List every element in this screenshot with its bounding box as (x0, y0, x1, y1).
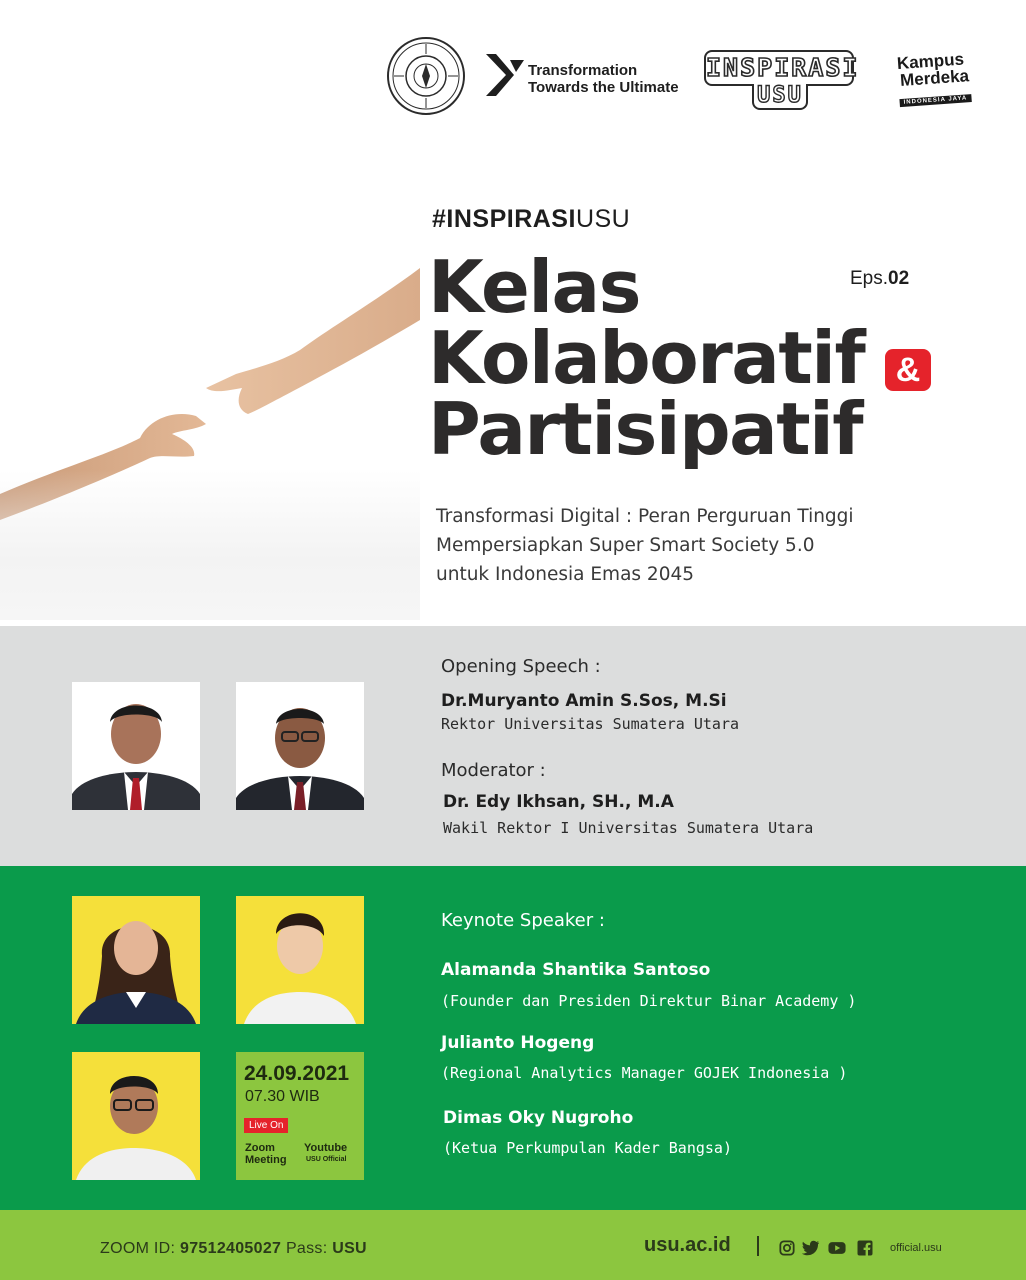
youtube-label: Youtube (304, 1142, 348, 1154)
hashtag-bold: #INSPIRASI (432, 205, 576, 233)
ampersand-badge: & (885, 349, 931, 391)
kampus-merdeka-logo (896, 49, 989, 105)
inspirasi-logo-top: INSPIRASI (704, 50, 854, 86)
speaker-photo-1 (72, 896, 200, 1024)
zoom-prefix: ZOOM ID: (100, 1240, 181, 1257)
rektor-photo (72, 682, 200, 810)
event-subtitle (436, 502, 854, 589)
speaker-2-name: Julianto Hogeng (441, 1033, 595, 1053)
episode-label (850, 268, 909, 290)
kampus-merdeka-line3: INDONESIA JAYA (899, 94, 971, 107)
title-line-3: Partisipatif (428, 387, 863, 471)
zoom-meeting-label: Zoom Meeting (245, 1142, 287, 1166)
kampus-merdeka-line1: Kampus (896, 49, 965, 74)
zoom-id: 97512405027 (180, 1240, 282, 1257)
facebook-icon[interactable] (856, 1240, 874, 1256)
opening-section (0, 626, 1026, 866)
speaker-3-role: (Ketua Perkumpulan Kader Bangsa) (443, 1139, 732, 1157)
opening-role: Rektor Universitas Sumatera Utara (441, 715, 740, 733)
header-logos (0, 34, 1026, 124)
speaker-photo-2 (236, 896, 364, 1024)
live-on-badge: Live On (244, 1118, 288, 1133)
hero-fade (0, 470, 420, 620)
speaker-photo-3 (72, 1052, 200, 1180)
subtitle-line-3: untuk Indonesia Emas 2045 (436, 564, 695, 585)
moderator-label: Moderator : (441, 760, 546, 781)
keynote-label: Keynote Speaker : (441, 910, 605, 931)
tagline-line1: Transformation (528, 62, 638, 79)
title-line-1: Kelas (428, 245, 640, 329)
subtitle-line-2: Mempersiapkan Super Smart Society 5.0 (436, 535, 815, 556)
opening-name: Dr.Muryanto Amin S.Sos, M.Si (441, 691, 727, 711)
page-title (428, 245, 865, 471)
moderator-photo (236, 682, 364, 810)
speaker-2-role: (Regional Analytics Manager GOJEK Indonesia ) (441, 1064, 848, 1082)
event-time: 07.30 WIB (245, 1088, 320, 1105)
hashtag-rest: USU (575, 205, 631, 233)
inspirasi-usu-logo (704, 50, 860, 116)
zoom-info (100, 1240, 367, 1258)
twitter-icon[interactable] (802, 1240, 820, 1256)
speaker-1-name: Alamanda Shantika Santoso (441, 960, 711, 980)
keynote-section (0, 866, 1026, 1210)
moderator-name: Dr. Edy Ikhsan, SH., M.A (443, 792, 674, 812)
transformation-logo (484, 50, 684, 100)
footer-bar (0, 1210, 1026, 1280)
event-date: 24.09.2021 (244, 1062, 350, 1085)
youtube-icon[interactable] (828, 1240, 846, 1256)
zoom-pass: USU (332, 1240, 367, 1257)
episode-prefix: Eps. (850, 268, 889, 289)
tagline-line2: Towards the Ultimate (528, 79, 679, 96)
transformation-tagline (528, 62, 679, 96)
pass-prefix: Pass: (281, 1240, 333, 1257)
instagram-icon[interactable] (778, 1240, 796, 1256)
episode-number: 02 (888, 268, 910, 289)
kampus-merdeka-line2: Merdeka (899, 66, 970, 90)
speaker-3-name: Dimas Oky Nugroho (443, 1108, 634, 1128)
website-link[interactable]: usu.ac.id (644, 1234, 731, 1256)
speaker-1-role: (Founder dan Presiden Direktur Binar Academy ) (441, 992, 857, 1010)
opening-label: Opening Speech : (441, 656, 601, 677)
subtitle-line-1: Transformasi Digital : Peran Perguruan Tinggi (436, 506, 854, 527)
schedule-box (236, 1052, 364, 1180)
transformation-mark-icon (484, 50, 526, 100)
social-handle[interactable]: official.usu (890, 1242, 942, 1254)
youtube-channel-label: USU Official (306, 1156, 347, 1163)
moderator-role: Wakil Rektor I Universitas Sumatera Utara (443, 819, 814, 837)
footer-divider (757, 1236, 759, 1256)
usu-seal-logo (386, 36, 466, 116)
hashtag (432, 205, 630, 234)
inspirasi-logo-bottom: USU (752, 84, 808, 110)
title-line-2: Kolaboratif (428, 316, 865, 400)
